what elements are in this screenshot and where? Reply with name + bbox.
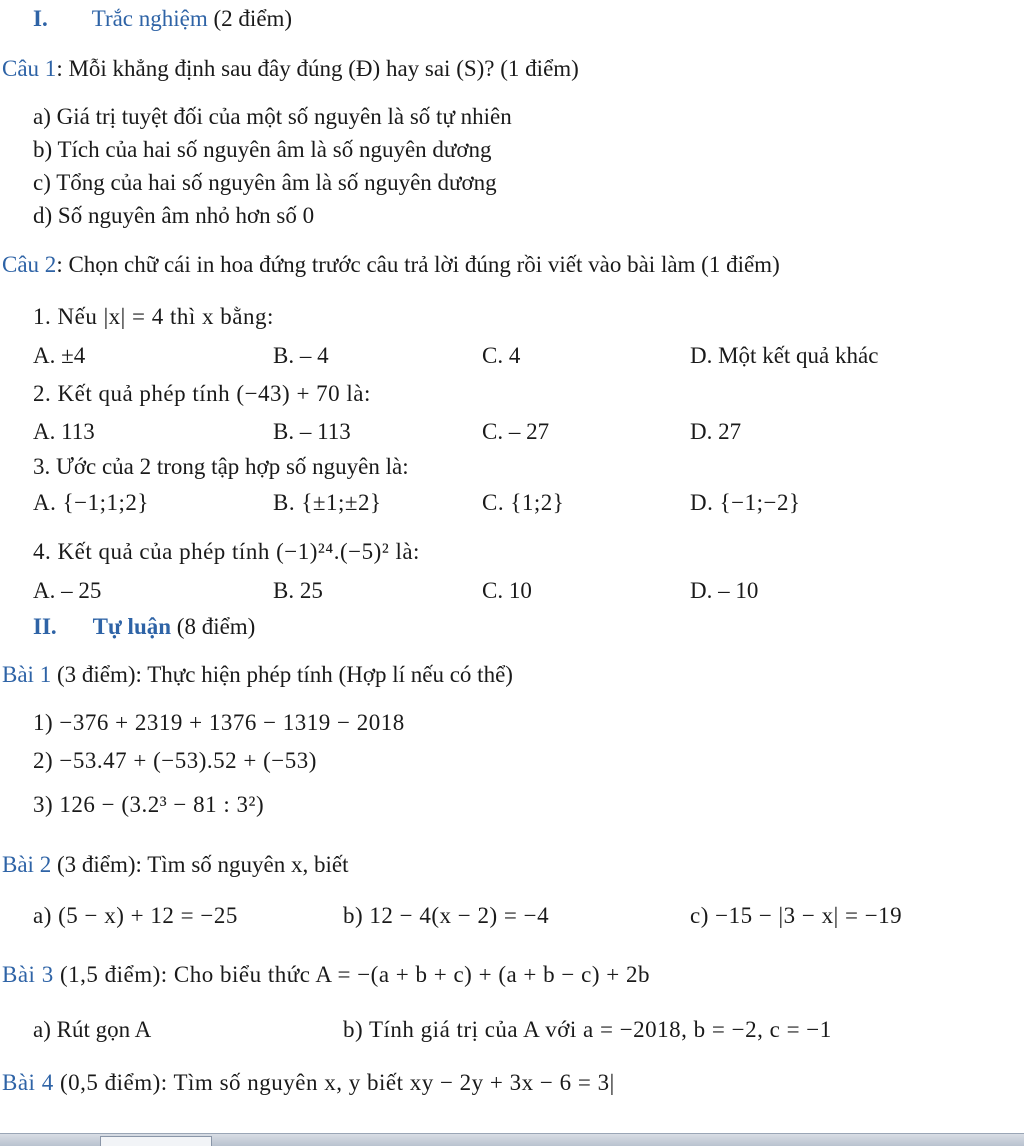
bai1-item-2: 2) −53.47 + (−53).52 + (−53) <box>33 748 317 773</box>
part2-heading <box>33 612 255 642</box>
cau1-item-a: a) Giá trị tuyệt đối của một số nguyên là số tự nhiên <box>33 104 512 129</box>
cau2-q1-option-d: D. Một kết quả khác <box>690 343 879 368</box>
bai2-item-b: b) 12 − 4(x − 2) = −4 <box>343 903 550 928</box>
bai3-item-b: b) Tính giá trị của A với a = −2018, b = −2, c = −1 <box>343 1017 832 1042</box>
bai1-text: (3 điểm): Thực hiện phép tính (Hợp lí nếu có thể) <box>51 662 513 687</box>
cau1-text: : Mỗi khẳng định sau đây đúng (Đ) hay sai (S)? (1 điểm) <box>56 56 579 81</box>
cau2-question-3: 3. Ước của 2 trong tập hợp số nguyên là: <box>33 454 409 479</box>
bai3-text: (1,5 điểm): Cho biểu thức A = −(a + b + c) + (a + b − c) + 2b <box>53 962 650 987</box>
cau2-q4-option-a: A. – 25 <box>33 578 102 603</box>
bai4-label: Bài 4 <box>2 1070 54 1095</box>
cau2-q3-option-a: A. {−1;1;2} <box>33 490 149 515</box>
cau2-q2-option-a: A. 113 <box>33 419 95 444</box>
part1-points: (2 điểm) <box>207 6 293 31</box>
bai3-label: Bài 3 <box>2 962 54 987</box>
cau2-q2-option-c: C. – 27 <box>482 419 550 444</box>
cau1-item-c: c) Tổng của hai số nguyên âm là số nguyên dương <box>33 170 497 195</box>
cau2-q3-option-d: D. {−1;−2} <box>690 490 801 515</box>
cau1-heading <box>2 54 579 84</box>
cau2-q4-option-c: C. 10 <box>482 578 532 603</box>
part1-heading <box>33 4 292 34</box>
cau1-item-d: d) Số nguyên âm nhỏ hơn số 0 <box>33 203 315 228</box>
cau2-q1-option-c: C. 4 <box>482 343 521 368</box>
bai2-text: (3 điểm): Tìm số nguyên x, biết <box>51 852 349 877</box>
cau2-q3-option-b: B. {±1;±2} <box>273 490 382 515</box>
bai3-heading <box>2 960 650 990</box>
cau2-q1-option-b: B. – 4 <box>273 343 329 368</box>
cau2-question-2: 2. Kết quả phép tính (−43) + 70 là: <box>33 381 371 406</box>
bai2-item-c: c) −15 − |3 − x| = −19 <box>690 903 903 928</box>
cau2-q2-option-d: D. 27 <box>690 419 742 444</box>
bai1-heading <box>2 660 513 690</box>
cau2-q2-option-b: B. – 113 <box>273 419 351 444</box>
cau2-q4-option-d: D. – 10 <box>690 578 759 603</box>
cau2-heading <box>2 250 780 280</box>
bai4-heading <box>2 1068 615 1098</box>
part2-points: (8 điểm) <box>171 614 256 639</box>
cau2-q1-option-a: A. ±4 <box>33 343 86 368</box>
cau2-text: : Chọn chữ cái in hoa đứng trước câu trả lời đúng rồi viết vào bài làm (1 điểm) <box>56 252 780 277</box>
cau2-question-4: 4. Kết quả của phép tính (−1)²⁴.(−5)² là: <box>33 539 420 564</box>
cau2-question-1: 1. Nếu |x| = 4 thì x bằng: <box>33 304 274 329</box>
cau2-q3-option-c: C. {1;2} <box>482 490 565 515</box>
bai2-label: Bài 2 <box>2 852 52 877</box>
part2-title: Tự luận <box>92 614 172 639</box>
bai2-heading <box>2 850 348 880</box>
part1-number: I. <box>33 6 48 31</box>
bai1-label: Bài 1 <box>2 662 52 687</box>
cau1-item-b: b) Tích của hai số nguyên âm là số nguyên dương <box>33 137 492 162</box>
cau2-label: Câu 2 <box>2 252 57 277</box>
bai2-item-a: a) (5 − x) + 12 = −25 <box>33 903 238 928</box>
part1-title: Trắc nghiệm <box>91 6 208 31</box>
part2-number: II. <box>33 614 57 639</box>
cau2-q4-option-b: B. 25 <box>273 578 323 603</box>
bai3-item-a: a) Rút gọn A <box>33 1017 152 1042</box>
bai1-item-3: 3) 126 − (3.2³ − 81 : 3²) <box>33 792 265 817</box>
cau1-label: Câu 1 <box>2 56 57 81</box>
bai1-item-1: 1) −376 + 2319 + 1376 − 1319 − 2018 <box>33 710 405 735</box>
bai4-text: (0,5 điểm): Tìm số nguyên x, y biết xy − 2y + 3x − 6 = 3| <box>53 1070 615 1095</box>
